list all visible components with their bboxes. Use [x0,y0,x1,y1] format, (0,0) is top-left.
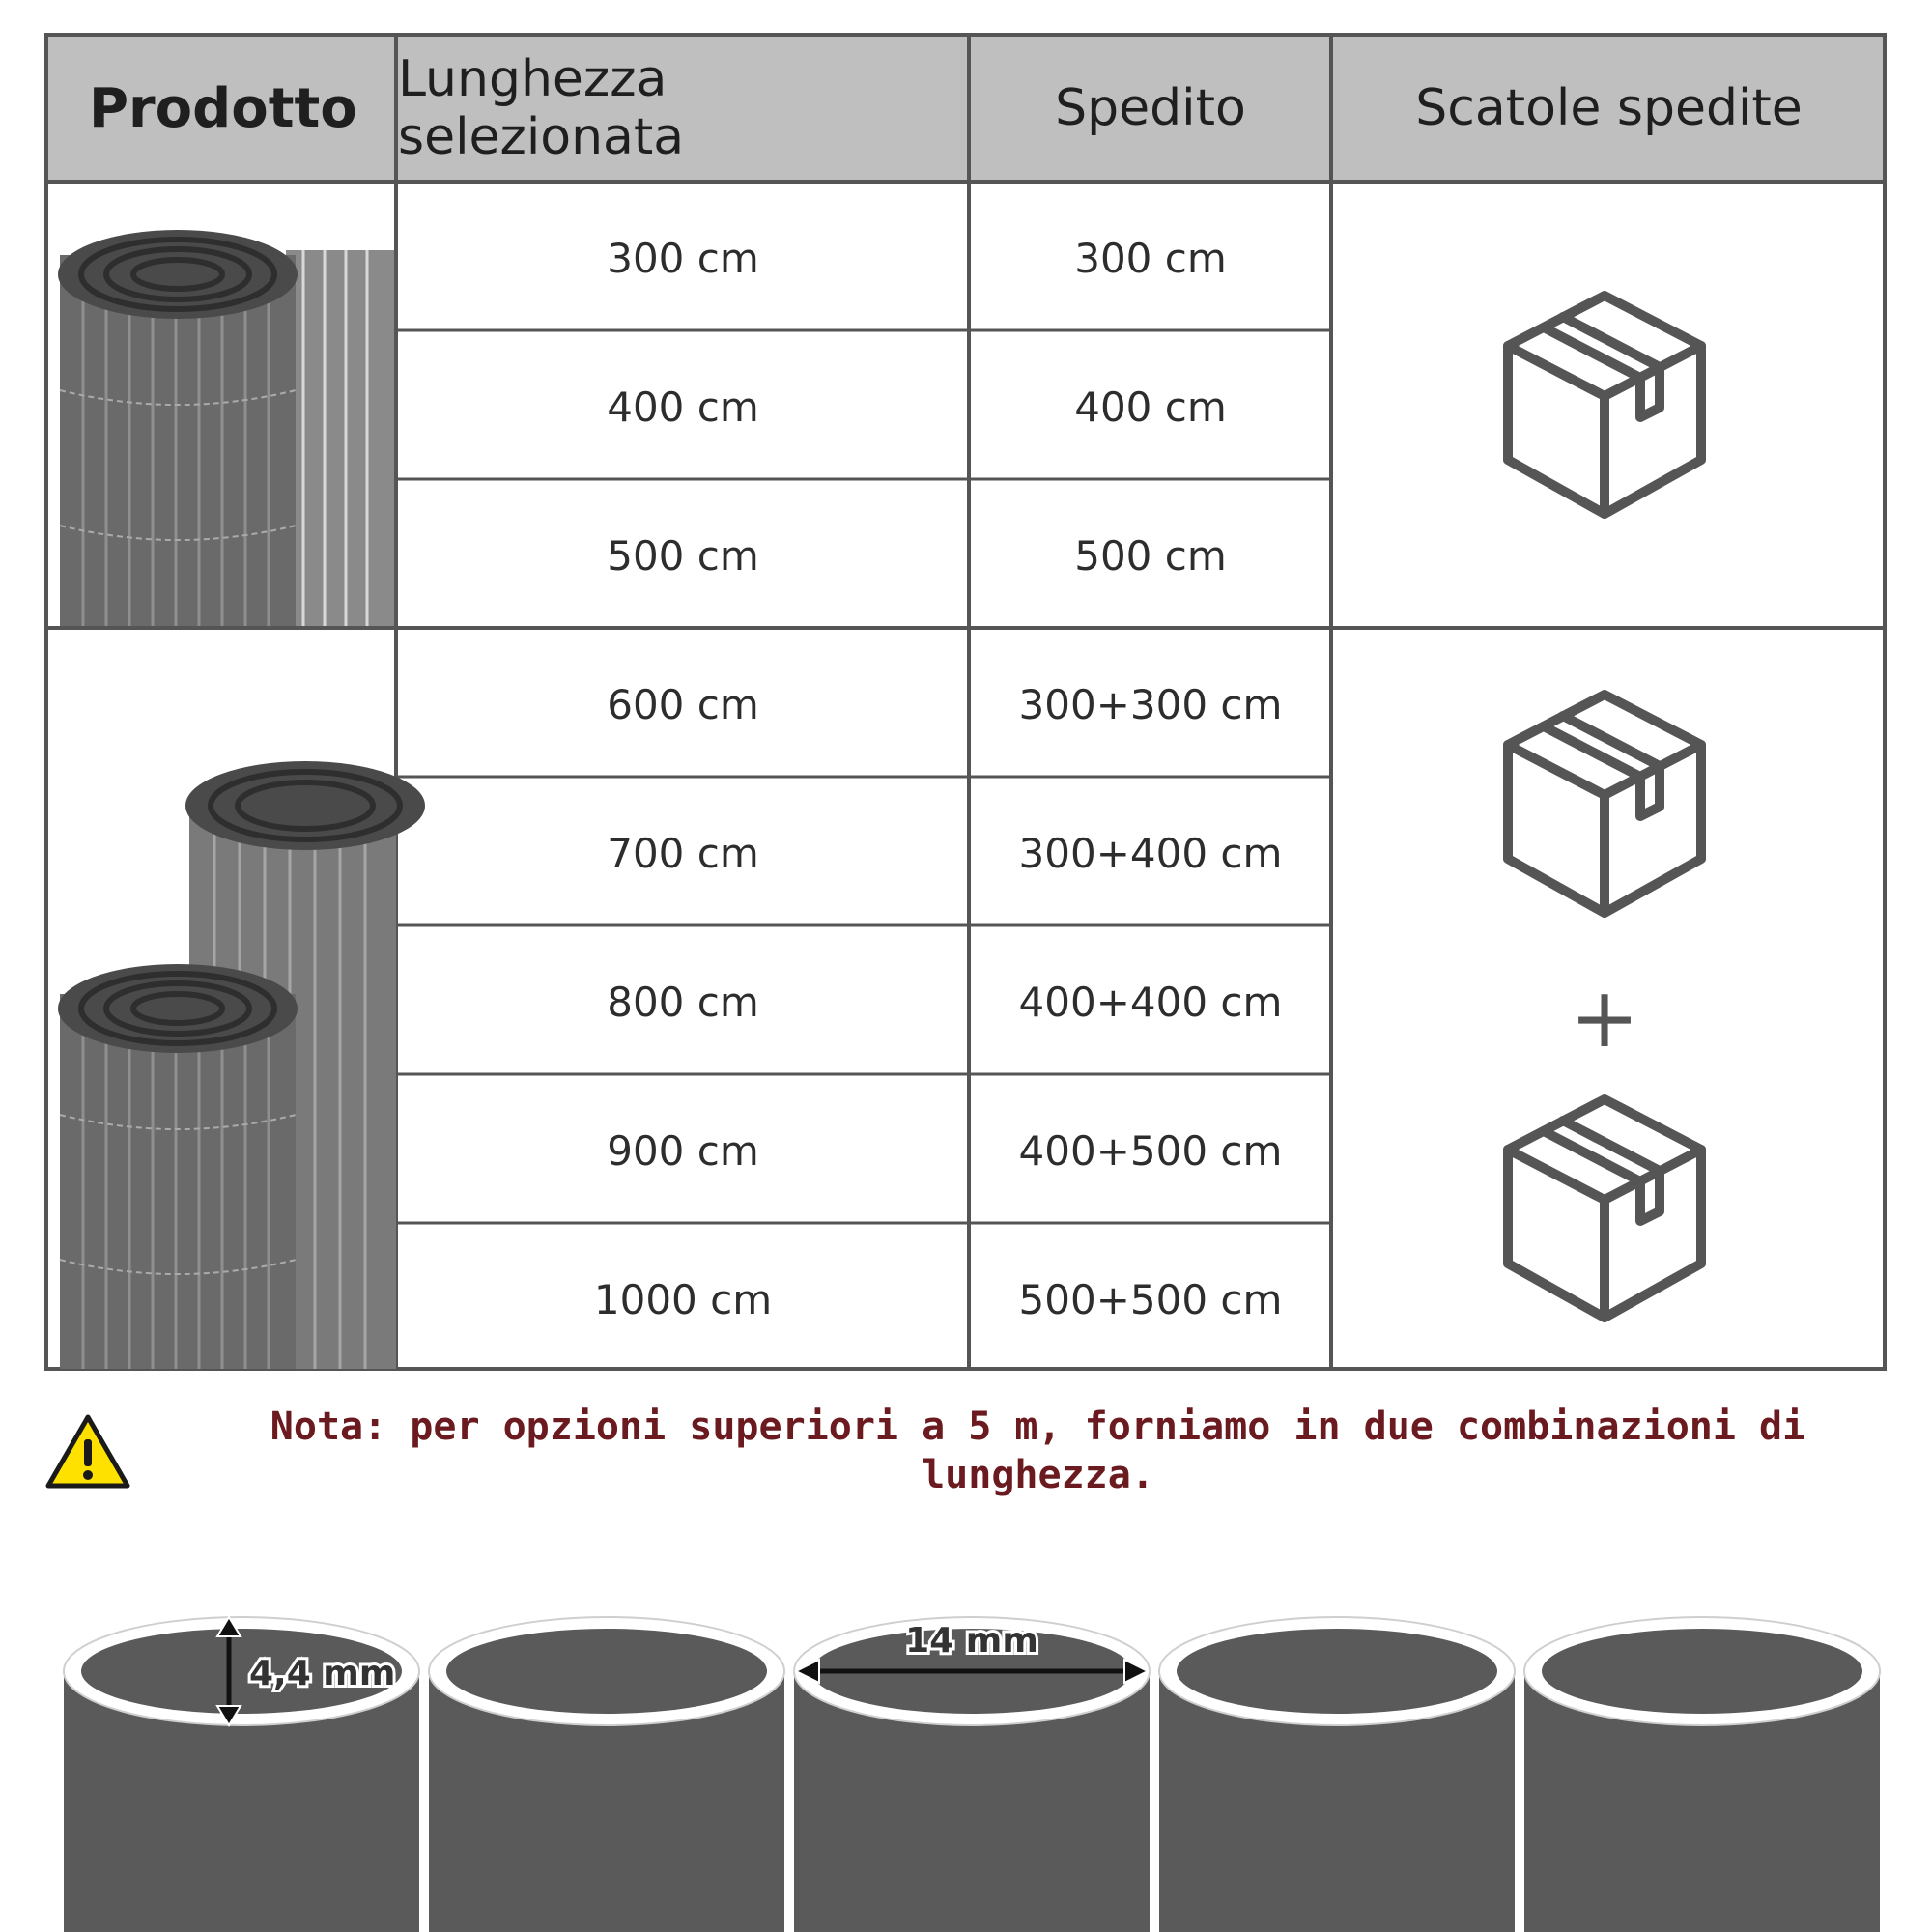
diameter-label: 14 mm [905,1621,1038,1661]
header-prodotto: Prodotto [89,76,357,140]
product-roll-image-double [58,761,425,1369]
cell-selected-length: 500 cm [607,531,759,580]
thickness-label: 4,4 mm [249,1654,396,1693]
box-icon [1493,286,1716,527]
cell-selected-length: 300 cm [607,234,759,282]
cell-selected-length: 700 cm [607,829,759,877]
note-text: Nota: per opzioni superiori a 5 m, forniamo in due combinazioni di lunghezza. [270,1405,1806,1497]
cell-shipped-length: 400 cm [1074,383,1227,431]
cell-shipped-length: 500+500 cm [1018,1275,1283,1323]
header-spedito: Spedito [1055,79,1246,137]
cell-shipped-length: 500 cm [1074,531,1227,580]
header-scatole: Scatole spedite [1415,79,1803,137]
plus-sign: + [1569,970,1640,1066]
cell-shipped-length: 300+300 cm [1018,680,1283,728]
product-roll-image-single [58,230,394,626]
note-section [44,1403,1887,1519]
warning-icon [44,1412,131,1492]
cell-shipped-length: 300 cm [1074,234,1227,282]
cell-selected-length: 1000 cm [593,1275,773,1323]
shipping-table [44,33,1887,1371]
cell-selected-length: 900 cm [607,1126,759,1175]
box-icon [1493,685,1716,926]
cell-shipped-length: 300+400 cm [1018,829,1283,877]
cell-selected-length: 600 cm [607,680,759,728]
cell-shipped-length: 400+400 cm [1018,978,1283,1026]
box-icon [1493,1090,1716,1331]
cell-selected-length: 400 cm [607,383,759,431]
tube-dimension-diagram [0,1584,1932,1932]
cell-selected-length: 800 cm [607,978,759,1026]
header-lunghezza: Lunghezza selezionata [398,50,685,166]
cell-shipped-length: 400+500 cm [1018,1126,1283,1175]
